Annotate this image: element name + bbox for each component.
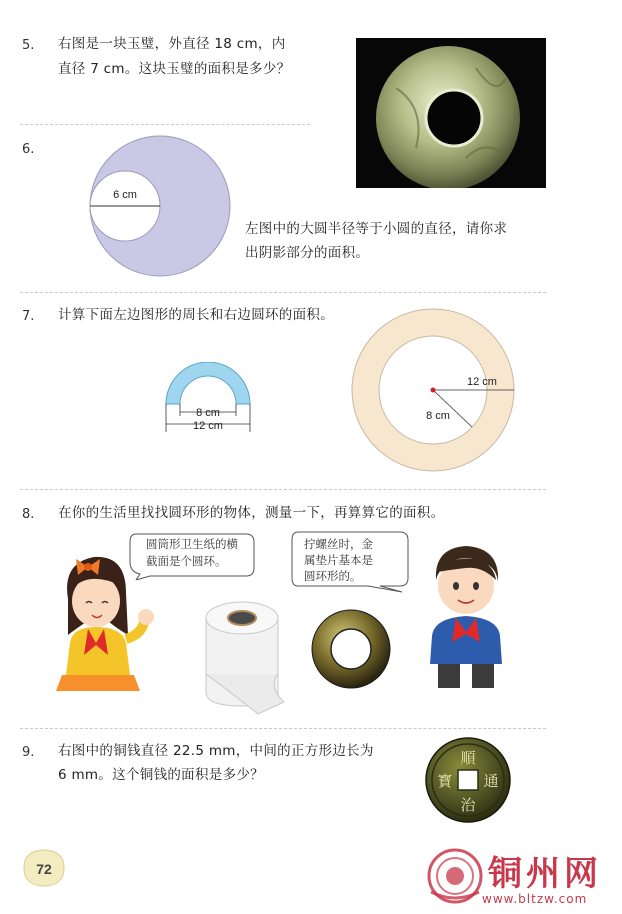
bubble-1-line1: 圆筒形卫生纸的横: [146, 537, 238, 551]
arch-inner-label: 8 cm: [196, 407, 220, 419]
annulus-figure: [350, 307, 516, 473]
bubble-2-line2: 属垫片基本是: [304, 553, 373, 567]
metal-washer: [310, 608, 392, 690]
watermark-logo-icon: [425, 846, 485, 906]
problem-7-text: 计算下面左边图形的周长和右边圆环的面积。: [58, 307, 334, 323]
problem-7-number: 7.: [22, 309, 35, 324]
problem-5-text-line1: 右图是一块玉璧，外直径 18 cm，内: [58, 36, 286, 52]
problem-8-text: 在你的生活里找找圆环形的物体，测量一下，再算算它的面积。: [58, 505, 445, 521]
page-number: 72: [36, 861, 52, 877]
problem-6-text-line2: 出阴影部分的面积。: [245, 245, 370, 261]
coin-char-top: 順: [460, 750, 476, 767]
boy-illustration: [418, 540, 514, 692]
page-number-badge: [22, 848, 66, 888]
coin-char-bottom: 治: [460, 797, 476, 814]
coin-char-left: 寳: [437, 773, 453, 790]
problem-6-text-line1: 左图中的大圆半径等于小圆的直径，请你求: [245, 221, 508, 237]
arch-outer-label: 12 cm: [193, 420, 223, 432]
bubble-1-line2: 截面是个圆环。: [146, 554, 227, 568]
watermark-url: www.bltzw.com: [482, 892, 588, 906]
bubble-2-line3: 圆环形的。: [304, 569, 362, 583]
problem-5-number: 5.: [22, 38, 35, 53]
problem-8-number: 8.: [22, 507, 35, 522]
problem-9-number: 9.: [22, 745, 35, 760]
shaded-circle-figure: [88, 134, 232, 278]
problem-6-number: 6.: [22, 142, 35, 157]
problem-5-text-line2: 直径 7 cm。这块玉璧的面积是多少？: [58, 61, 291, 77]
divider: [20, 728, 546, 729]
problem-9-text-line1: 右图中的铜钱直径 22.5 mm，中间的正方形边长为: [58, 743, 374, 759]
divider: [20, 292, 546, 293]
ring-outer-label: 12 cm: [467, 376, 497, 388]
toilet-paper-roll: [198, 594, 294, 716]
semi-annulus-figure: [160, 362, 256, 438]
watermark-name: 铜州网: [488, 854, 602, 894]
coin-char-right: 通: [483, 773, 499, 790]
copper-coin: [424, 736, 512, 824]
jade-disc-photo: [356, 38, 546, 188]
bubble-2-line1: 拧螺丝时，金: [304, 537, 373, 551]
divider: [20, 489, 546, 490]
ring-inner-label: 8 cm: [426, 410, 450, 422]
divider: [20, 124, 310, 125]
problem-6-radius-label: 6 cm: [113, 189, 137, 201]
problem-9-text-line2: 6 mm。这个铜钱的面积是多少？: [58, 767, 264, 783]
